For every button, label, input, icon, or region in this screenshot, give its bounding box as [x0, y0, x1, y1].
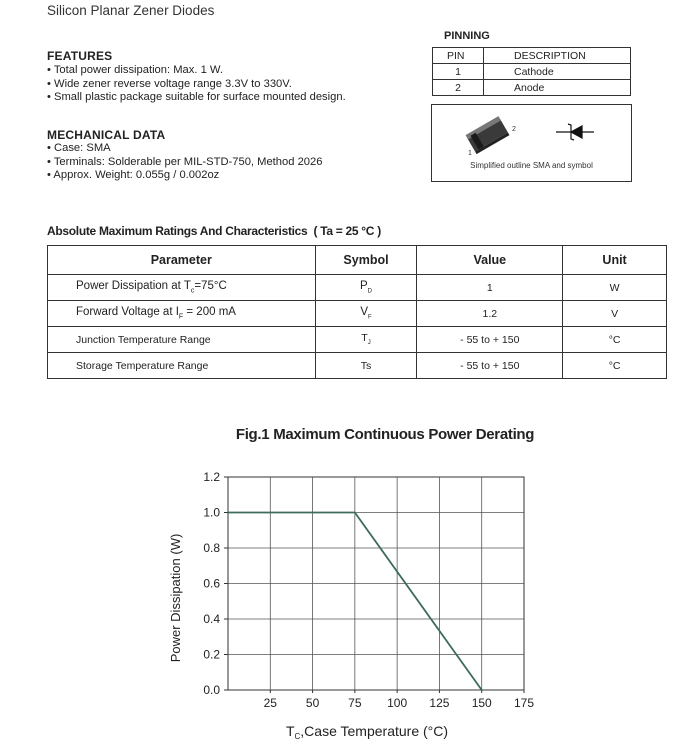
symbol-cell: Ts — [315, 353, 417, 379]
x-tick-label: 100 — [387, 696, 408, 710]
unit-cell: W — [563, 275, 667, 301]
package-pin2-label: 2 — [512, 126, 516, 133]
symbol-cell: $P_D$ — [315, 275, 417, 301]
x-tick-label: 125 — [429, 696, 450, 710]
chart-grid — [228, 477, 524, 690]
x-tick-label: 25 — [263, 696, 277, 710]
column-header-parameter: Parameter — [48, 246, 316, 275]
value-cell: - 55 to + 150 — [417, 327, 563, 353]
x-tick-label: 50 — [305, 696, 320, 710]
parameter-cell: Forward Voltage at $I_F = 200$ mA — [48, 301, 316, 327]
y-axis-label: Power Dissipation (W) — [168, 533, 183, 663]
value-cell: 1.2 — [417, 301, 563, 327]
feature-item: • Wide zener reverse voltage range 3.3V to 330V. — [47, 77, 292, 90]
unit-cell: °C — [563, 353, 667, 379]
y-tick-label: 1.2 — [203, 470, 220, 484]
pin-header: PIN — [433, 48, 484, 64]
features-heading: FEATURES — [47, 49, 113, 63]
feature-item: • Small plastic package suitable for surface mounted design. — [47, 91, 346, 103]
package-pin1-label: 1 — [468, 150, 472, 157]
x-axis-label: $T_C,Case$ Temperature (°C) — [285, 723, 449, 741]
parameter-cell: Power Dissipation at $T_c=75^\circ C$ — [48, 275, 316, 301]
x-tick-label: 175 — [513, 696, 535, 710]
y-tick-label: 1.0 — [203, 505, 220, 520]
pin-description: Cathode — [484, 64, 631, 80]
package-caption: Simplified outline SMA and symbol — [470, 161, 593, 170]
y-tick-label: 0.0 — [203, 683, 220, 697]
feature-item: • Total power dissipation: Max. 1 W. — [47, 64, 223, 76]
y-tick-label: 0.4 — [203, 612, 220, 626]
column-header-symbol: Symbol — [315, 246, 417, 275]
y-tick-label: 0.6 — [203, 576, 220, 591]
value-cell: 1 — [417, 275, 563, 301]
x-tick-label: 150 — [471, 696, 492, 710]
chart-title: Fig.1 Maximum Continuous Power Derating — [235, 426, 535, 443]
mechanical-item: • Case: SMA — [47, 142, 111, 154]
ratings-title: Absolute Maximum Ratings And Characteristics — [47, 224, 308, 238]
description-header: DESCRIPTION — [484, 48, 631, 64]
unit-cell: °C — [563, 327, 667, 353]
mechanical-item: • Approx. Weight: 0.055g / 0.002oz — [47, 169, 220, 181]
document-title: Silicon Planar Zener Diodes — [47, 3, 215, 18]
symbol-cell: $V_F$ — [315, 301, 417, 327]
column-header-unit: Unit — [563, 246, 667, 275]
x-tick-label: 75 — [348, 696, 362, 710]
symbol-cell: $T_J$ — [315, 327, 417, 353]
parameter-cell: Storage Temperature Range — [48, 353, 316, 379]
ratings-condition: ( Ta = 25 °C ) — [313, 224, 381, 238]
pin-description: Anode — [484, 80, 631, 96]
value-cell: - 55 to + 150 — [417, 353, 563, 379]
y-tick-label: 0.8 — [203, 541, 220, 555]
y-tick-label: 0.2 — [203, 647, 220, 662]
parameter-cell: Junction Temperature Range — [48, 327, 316, 353]
chart-ticks — [203, 470, 534, 710]
pin-number: 2 — [433, 80, 484, 96]
mechanical-heading: MECHANICAL DATA — [47, 128, 166, 142]
column-header-value: Value — [417, 246, 563, 275]
mechanical-item: • Terminals: Solderable per MIL-STD-750, Method 2026 — [47, 155, 323, 168]
pin-number: 1 — [433, 64, 484, 80]
unit-cell: V — [563, 301, 667, 327]
pinning-heading: PINNING — [444, 30, 490, 42]
